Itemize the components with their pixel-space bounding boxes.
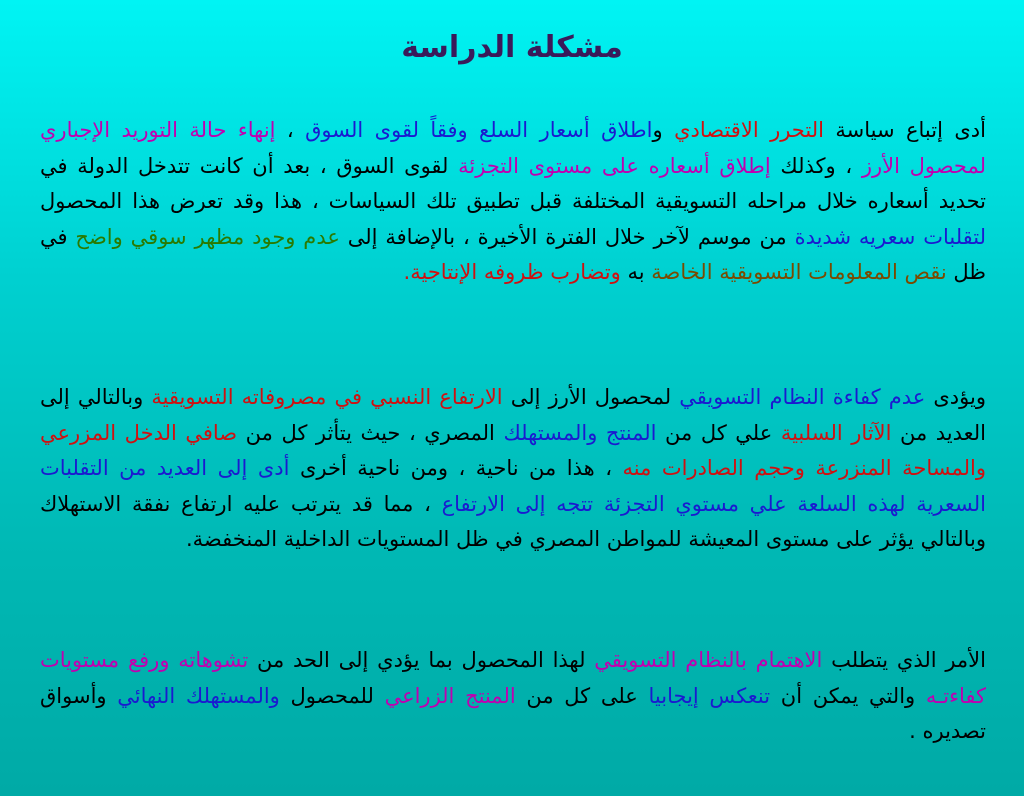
- text-segment: وبالتالي إلى العديد من: [40, 385, 987, 445]
- text-segment: المصري ، حيث يتأثر كل من: [237, 420, 504, 445]
- text-segment: أدى إتباع سياسة: [823, 118, 986, 142]
- text-segment: للمحصول: [279, 683, 385, 708]
- highlight-blue: اطلاق أسعار السلع وفقاً لقوى السوق: [305, 118, 653, 142]
- highlight-blue: أدى إلى العديد من التقلبات السعرية لهذه السلعة علي مستوي التجزئة تتجه إلى الارتفاع: [40, 456, 987, 516]
- text-segment: الأمر الذي يتطلب: [822, 648, 986, 672]
- highlight-red: الآثار السلبية: [780, 420, 892, 445]
- text-segment: ، هذا من ناحية ، ومن ناحية أخرى: [289, 456, 623, 480]
- highlight-red: صافي الدخل المزرعي والمساحة المنزرعة وحجم الصادرات منه: [40, 420, 987, 480]
- highlight-blue: المنتج والمستهلك: [503, 420, 657, 445]
- highlight-blue: لتقلبات سعريه شديدة: [794, 224, 987, 249]
- text-segment: به: [620, 260, 652, 284]
- text-segment: على كل من: [515, 683, 649, 708]
- highlight-magenta: المنتج الزراعي: [384, 683, 516, 708]
- text-segment: ويؤدى: [925, 385, 986, 409]
- text-segment: و: [652, 118, 675, 142]
- highlight-blue: عدم كفاءة النظام التسويقي: [679, 385, 926, 409]
- paragraph-3: [40, 643, 986, 750]
- highlight-blue: تنعكس إيجابيا: [648, 683, 771, 708]
- highlight-green: عدم وجود مظهر سوقي واضح: [75, 224, 340, 249]
- paragraph-1: [40, 113, 986, 291]
- text-segment: لقوى السوق ، بعد أن كانت تتدخل الدولة في تحديد أسعاره خلال مراحله التسويقية المختلفة قبل تطبيق تلك السياسات ، هذا وقد تعرض هذا المحصول: [40, 153, 986, 213]
- highlight-red: الارتفاع النسبي في مصروفاته التسويقية: [151, 385, 503, 409]
- highlight-magenta: الاهتمام بالنظام التسويقي: [594, 648, 823, 672]
- highlight-magenta: إنهاء حالة التوريد الإجباري لمحصول الأرز: [40, 118, 986, 178]
- highlight-red: التحرر الاقتصادي: [674, 118, 824, 142]
- highlight-red: وتضارب ظروفه الإنتاجية.: [403, 260, 621, 284]
- paragraph-2: [40, 380, 986, 558]
- text-segment: وأسواق تصديره .: [40, 683, 986, 743]
- highlight-magenta: إطلاق أسعاره على مستوى التجزئة: [458, 153, 771, 178]
- text-segment: في ظل: [40, 224, 986, 284]
- highlight-magenta: تشوهاته ورفع مستويات كفاءتـه: [40, 648, 987, 708]
- text-segment: ، وكذلك: [770, 153, 862, 178]
- text-segment: والتي يمكن أن: [770, 683, 926, 708]
- highlight-olive: نقص المعلومات التسويقية الخاصة: [651, 260, 947, 284]
- text-segment: لمحصول الأرز إلى: [502, 385, 680, 409]
- text-segment: ،: [275, 118, 306, 142]
- text-segment: علي كل من: [656, 420, 781, 445]
- text-segment: ، مما قد يترتب عليه ارتفاع نفقة الاستهلاك وبالتالي يؤثر على مستوى المعيشة للمواطن المصري في ظل المستويات الداخلية المنخفضة.: [40, 491, 986, 551]
- slide-title: مشكلة الدراسة: [401, 30, 623, 65]
- text-segment: لهذا المحصول بما يؤدي إلى الحد من: [248, 648, 595, 672]
- text-segment: من موسم لآخر خلال الفترة الأخيرة ، بالإضافة إلى: [339, 224, 795, 249]
- highlight-blue: والمستهلك النهائي: [117, 683, 280, 708]
